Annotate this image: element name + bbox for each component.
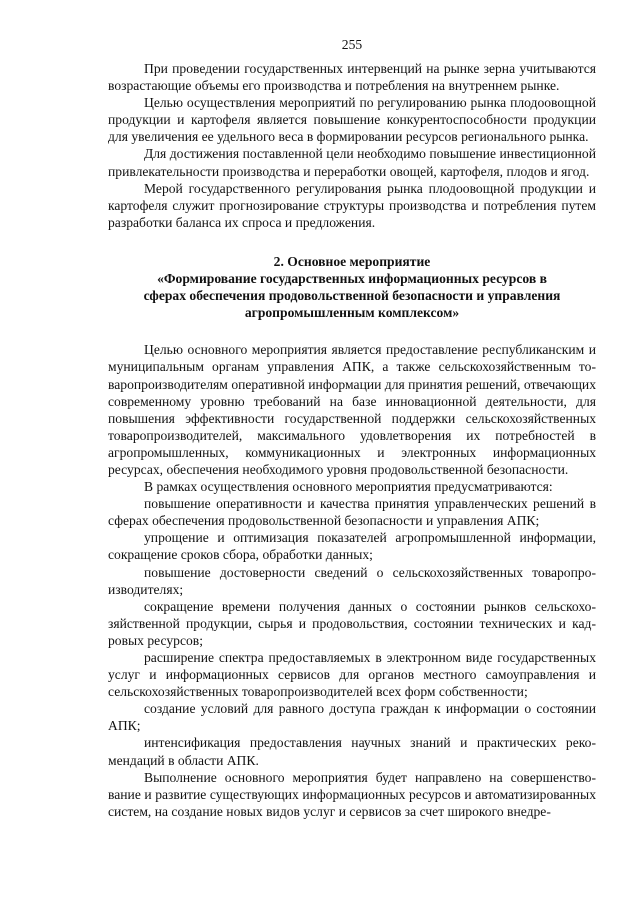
body-paragraph-2: В рамках осуществления основного мероприятия предусматриваются: bbox=[144, 479, 553, 495]
section-title-line-3: агропромышленным комплексом» bbox=[244, 305, 460, 321]
section-title-line-1: «Формирование государственных информационных ресурсов в bbox=[157, 271, 547, 287]
body-paragraph-5: повышение достоверности сведений о сельскохозяйственных товаропроизводителях; bbox=[108, 564, 596, 597]
document-page bbox=[108, 36, 596, 820]
page-number: 255 bbox=[341, 37, 363, 52]
body-paragraph-9: интенсификация предоставления научных знаний и практических рекомендаций в области АПК. bbox=[108, 735, 596, 768]
body-paragraph-6: сокращение времени получения данных о состоянии рынков сельскохозяйственной продукции, сырья и продовольствия, состоянии технических и кадровых ресурсов; bbox=[108, 598, 596, 648]
body-paragraph-3: повышение оперативности и качества принятия управленческих решений в сферах обеспечения продовольственной безопасности и управления АПК; bbox=[108, 496, 596, 529]
intro-paragraph-3: Для достижения поставленной цели необходимо повышение инвестиционной привлекательности производства и переработки овощей, картофеля, плодов и ягод. bbox=[108, 146, 596, 179]
body-paragraph-7: расширение спектра предоставляемых в электронном виде государственных услуг и информационных сервисов для органов местного самоуправления и сельскохозяйственных товаропроизводителей всех форм собственности; bbox=[108, 650, 596, 700]
intro-paragraph-2: Целью осуществления мероприятий по регулированию рынка плодоовощной продукции и картофеля является повышение конкурентоспособности продукции для увеличения ее удельного веса в формировании ресурсов регионального рынка. bbox=[108, 95, 596, 145]
intro-paragraph-4: Мерой государственного регулирования рынка плодоовощной продукции и картофеля служит прогнозирование структуры производства и потребления путем разработки баланса их спроса и предложения. bbox=[108, 180, 596, 230]
section-heading bbox=[108, 253, 596, 321]
body-paragraph-8: создание условий для равного доступа граждан к информации о состоянии АПК; bbox=[108, 701, 596, 734]
section-number-title: 2. Основное мероприятие bbox=[273, 253, 431, 269]
body-paragraph-1: Целью основного мероприятия является предоставление республиканским и муниципальным органам управления АПК, а также сельскохозяйственным товаропроизводителям оперативной информации для принятия решений, отвечающих современному уровню требований на базе инновационной деятельности, для повышения эффективности государственной поддержки сельскохозяйственных товаропроизводителей, максимального удовлетворения их потребностей в агропромышленных, коммуникационных и электронных информационных ресурсах, обеспечения необходимого уровня продовольственной безопасности. bbox=[108, 342, 596, 477]
section-title-line-2: сферах обеспечения продовольственной безопасности и управления bbox=[143, 288, 561, 304]
intro-section bbox=[108, 60, 596, 231]
body-paragraph-10: Выполнение основного мероприятия будет направлено на совершенствование и развитие существующих информационных ресурсов и автоматизированных систем, на создание новых видов услуг и сервисов за счет широкого внедре- bbox=[108, 769, 596, 819]
body-paragraph-4: упрощение и оптимизация показателей агропромышленной информации, сокращение сроков сбора, обработки данных; bbox=[108, 530, 596, 563]
intro-paragraph-1: При проведении государственных интервенций на рынке зерна учитываются возрастающие объемы его производства и потребления на внутреннем рынке. bbox=[108, 61, 596, 94]
section-body bbox=[108, 341, 596, 820]
